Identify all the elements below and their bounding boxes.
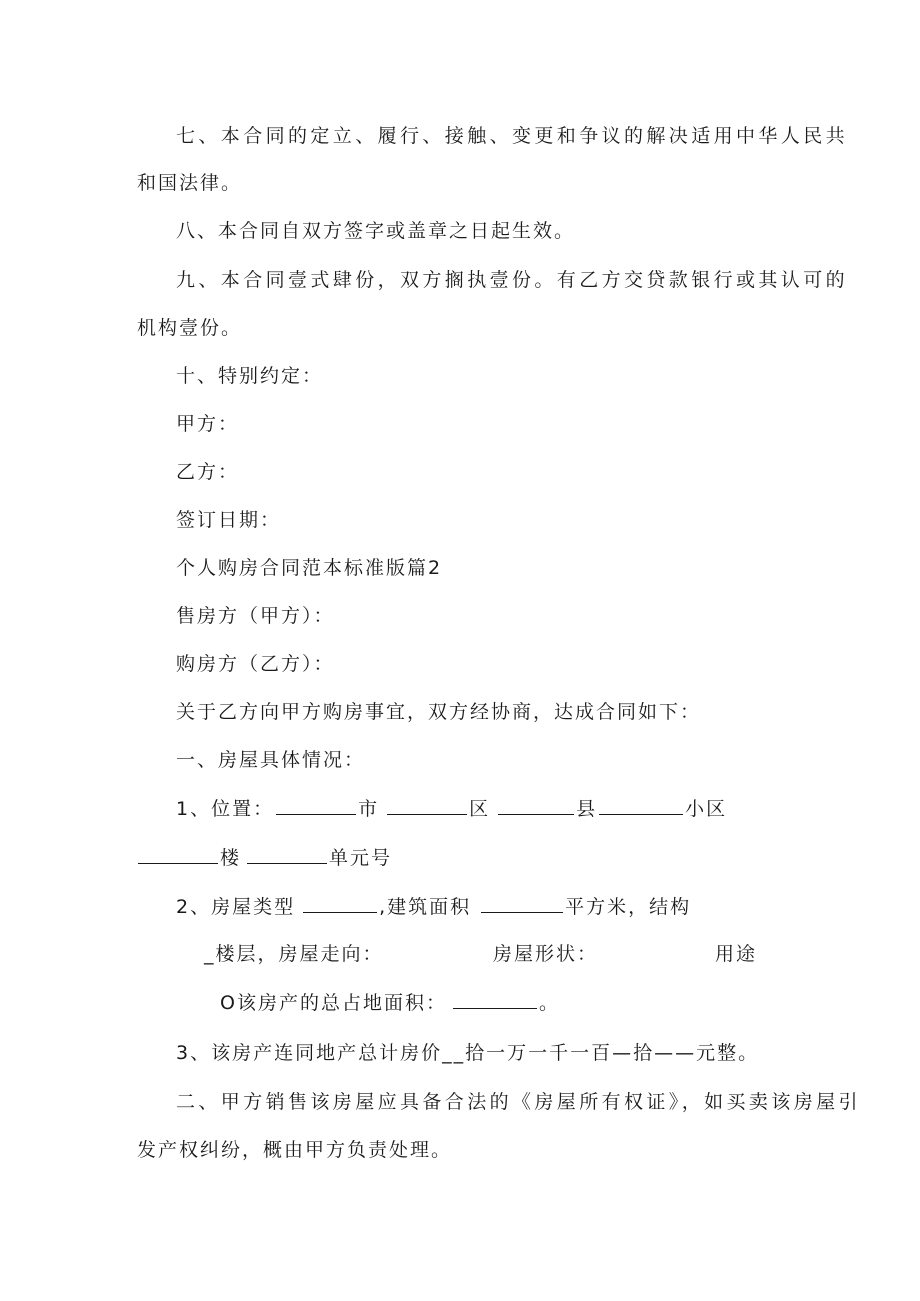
preamble: 关于乙方向甲方购房事宜，双方经协商，达成合同如下： — [176, 701, 702, 723]
seller-label: 售房方（甲方）： — [176, 605, 335, 627]
section-title: 个人购房合同范本标准版篇2 — [176, 557, 443, 579]
unit-blank[interactable] — [247, 845, 327, 864]
total-land-area-blank[interactable] — [453, 990, 537, 1009]
county-label: 县 — [576, 798, 598, 820]
party-a-label: 甲方： — [176, 413, 240, 435]
clause-9-line1: 九、本合同壹式肆份，双方搁执壹份。有乙方交贷款银行或其认可的 — [176, 269, 849, 291]
clause-7-line2: 和国法律。 — [137, 172, 243, 194]
article-1-heading: 一、房屋具体情况： — [176, 749, 366, 771]
sqm-structure-label: 平方米，结构 — [565, 896, 692, 918]
total-land-area-line — [220, 990, 560, 1015]
building-line — [136, 845, 392, 870]
building-label: 楼 — [220, 847, 242, 869]
location-label: 1、位置： — [176, 798, 275, 820]
district-blank[interactable] — [387, 796, 467, 815]
house-type-line — [176, 894, 691, 919]
usage-label: 用途 — [715, 943, 758, 965]
shape-label: 房屋形状： — [493, 943, 599, 965]
house-type-blank[interactable] — [303, 894, 377, 913]
buyer-label: 购房方（乙方）： — [176, 653, 335, 675]
area-blank[interactable] — [481, 894, 563, 913]
total-land-area-label: O该房产的总占地面积： — [220, 992, 447, 1014]
party-b-label: 乙方： — [176, 461, 240, 483]
city-label: 市 — [358, 798, 380, 820]
city-blank[interactable] — [276, 796, 356, 815]
clause-9-line2: 机构壹份。 — [137, 317, 243, 339]
article-2-line2: 发产权纠纷，概由甲方负责处理。 — [137, 1139, 453, 1161]
sign-date-label: 签订日期： — [176, 509, 282, 531]
article-2-line1: 二、甲方销售该房屋应具备合法的《房屋所有权证》，如买卖该房屋引 — [176, 1091, 861, 1113]
district-label: 区 — [469, 798, 491, 820]
community-blank[interactable] — [599, 796, 683, 815]
clause-10: 十、特别约定： — [176, 365, 324, 387]
total-price-line: 3、该房产连同地产总计房价__拾一万一千一百—拾——元整。 — [176, 1042, 760, 1064]
total-land-area-suffix: 。 — [538, 992, 560, 1014]
building-blank[interactable] — [138, 845, 218, 864]
floor-direction-label: _楼层，房屋走向： — [204, 943, 384, 965]
unit-label: 单元号 — [329, 847, 393, 869]
location-line — [176, 796, 727, 821]
house-type-label: 2、房屋类型 — [176, 896, 296, 918]
county-blank[interactable] — [498, 796, 574, 815]
community-label: 小区 — [685, 798, 728, 820]
clause-7-line1: 七、本合同的定立、履行、接触、变更和争议的解决适用中华人民共 — [176, 125, 849, 147]
area-label: ,建筑面积 — [379, 896, 472, 918]
clause-8: 八、本合同自双方签字或盖章之日起生效。 — [176, 220, 576, 242]
